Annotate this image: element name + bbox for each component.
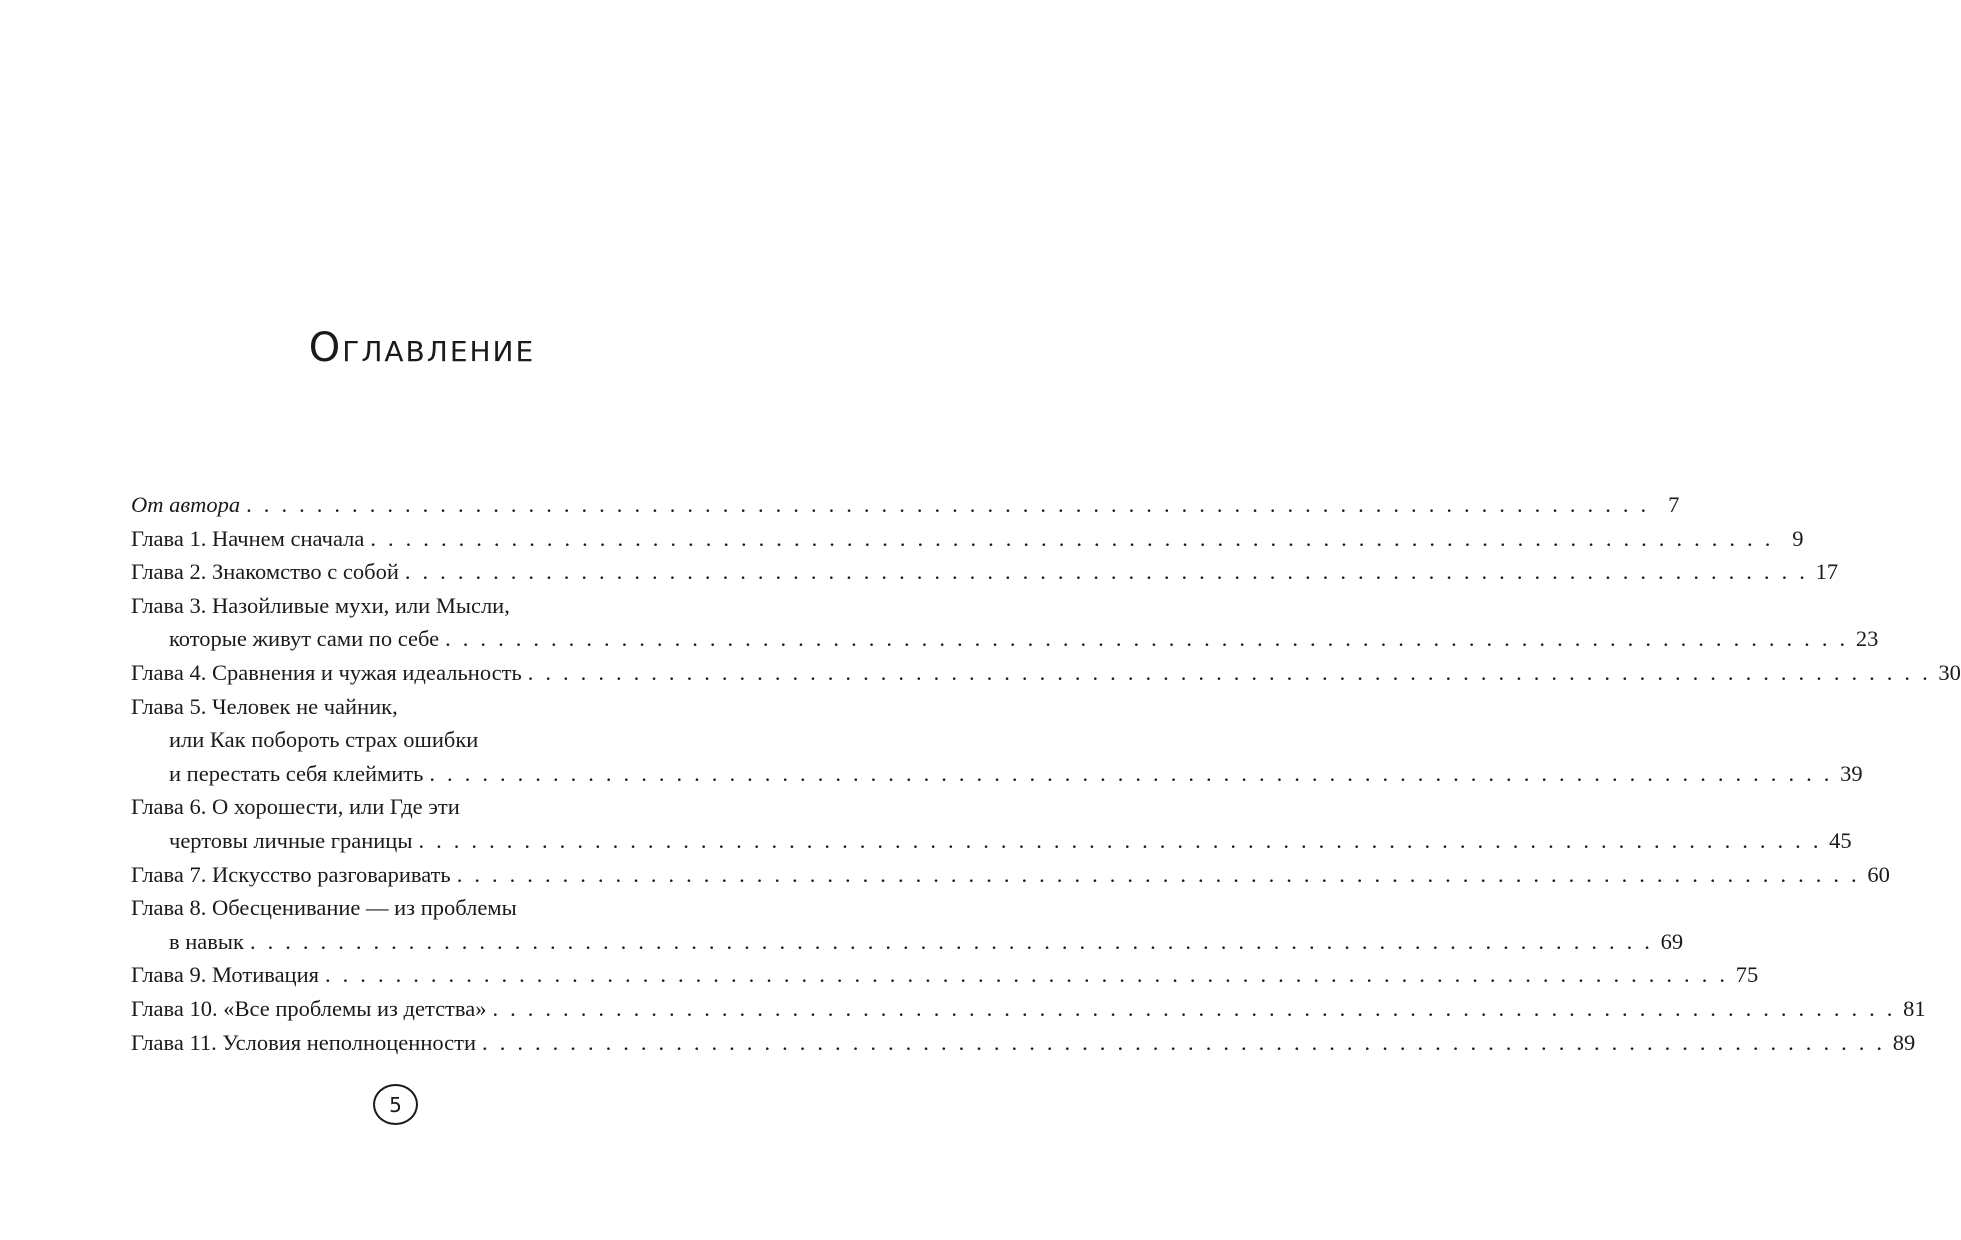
dot-leader: . . . . . . . . . . . . . . . . . . . . . . . . . . . . . . . . . . . . . . . . . . . . . . . . . . . . . . . . . . . . . . . . . . . . . . . . . . . . . . . . (492, 995, 1896, 1021)
toc-entry-title: которые живут сами по себе (169, 626, 440, 652)
toc-entry-line (131, 824, 1852, 858)
toc-entry-line (131, 1026, 1916, 1060)
toc-entry-line (131, 656, 1961, 690)
dot-leader: . . . . . . . . . . . . . . . . . . . . . . . . . . . . . . . . . . . . . . . . . . . . . . . . . . . . . . . . . . . . . . . . . . . . . . . . . . . . . . . . (325, 962, 1729, 988)
toc-entry-title: Глава 2. Знакомство с собой (131, 559, 399, 585)
toc-page-number: 60 (1867, 861, 1890, 887)
toc-entry-line (131, 757, 1863, 791)
dot-leader: . . . . . . . . . . . . . . . . . . . . . . . . . . . . . . . . . . . . . . . . . . . . . . . . . . . . . . . . . . . . . . . . . . . . . . . . . . . . . . . . (445, 626, 1849, 652)
page-number-badge (373, 1084, 418, 1125)
dot-leader: . . . . . . . . . . . . . . . . . . . . . . . . . . . . . . . . . . . . . . . . . . . . . . . . . . . . . . . . . . . . . . . . . . . . . . . . . . . . . . . . (370, 525, 1774, 551)
dot-leader: . . . . . . . . . . . . . . . . . . . . . . . . . . . . . . . . . . . . . . . . . . . . . . . . . . . . . . . . . . . . . . . . . . . . . . . . . . . . . . . . (246, 492, 1650, 517)
toc-entry-line (131, 589, 661, 623)
toc-entry-title: в навык (169, 928, 244, 954)
toc-entry-title: Глава 5. Человек не чайник, (131, 693, 398, 719)
toc-entry-title: Глава 7. Искусство разговаривать (131, 861, 451, 887)
toc-entry-title: Глава 8. Обесценивание — из проблемы (131, 895, 517, 921)
toc-entry-line (131, 522, 1804, 556)
toc-entry-line (131, 622, 1879, 656)
toc-page-number: 9 (1792, 525, 1804, 551)
toc-page-number: 7 (1668, 492, 1680, 517)
dot-leader: . . . . . . . . . . . . . . . . . . . . . . . . . . . . . . . . . . . . . . . . . . . . . . . . . . . . . . . . . . . . . . . . . . . . . . . . . . . . . . . . (418, 827, 1822, 853)
toc-page-number: 81 (1903, 995, 1926, 1021)
toc-entry-line (131, 555, 1839, 589)
toc-entry-line (131, 723, 661, 757)
page-number: 5 (389, 1092, 402, 1117)
toc-page-number: 69 (1660, 928, 1684, 954)
toc-page-number: 89 (1892, 1029, 1916, 1055)
toc-entry-title: Глава 6. О хорошести, или Где эти (131, 794, 460, 820)
toc-entry-title: и перестать себя клеймить (169, 760, 424, 786)
toc-entry-line (131, 790, 661, 824)
toc-entry-title: Глава 1. Начнем сначала (131, 525, 365, 551)
dot-leader: . . . . . . . . . . . . . . . . . . . . . . . . . . . . . . . . . . . . . . . . . . . . . . . . . . . . . . . . . . . . . . . . . . . . . . . . . . . . . . . . (456, 861, 1860, 887)
toc-entry-title: От автора (131, 492, 241, 517)
table-of-contents (131, 488, 1961, 1059)
toc-entry-title: Глава 4. Сравнения и чужая идеальность (131, 659, 522, 685)
toc-page-number: 39 (1840, 760, 1863, 786)
dot-leader: . . . . . . . . . . . . . . . . . . . . . . . . . . . . . . . . . . . . . . . . . . . . . . . . . . . . . . . . . . . . . . . . . . . . . . . . . . . . . . . . (527, 659, 1931, 685)
toc-page-number: 17 (1815, 559, 1839, 585)
toc-entry-title: чертовы личные границы (169, 827, 413, 853)
toc-entry-title: Глава 9. Мотивация (131, 962, 319, 988)
page-title: Оглавление (308, 325, 536, 371)
toc-page-number: 75 (1735, 962, 1759, 988)
toc-entry-title: или Как побороть страх ошибки (169, 727, 479, 753)
toc-page-number: 45 (1829, 827, 1852, 853)
toc-entry-title: Глава 10. «Все проблемы из детства» (131, 995, 487, 1021)
toc-page-number: 23 (1855, 626, 1879, 652)
toc-page-number: 30 (1938, 659, 1961, 685)
dot-leader: . . . . . . . . . . . . . . . . . . . . . . . . . . . . . . . . . . . . . . . . . . . . . . . . . . . . . . . . . . . . . . . . . . . . . . . . . . . . . . . . (482, 1029, 1886, 1055)
toc-entry-title: Глава 11. Условия неполноценности (131, 1029, 477, 1055)
dot-leader: . . . . . . . . . . . . . . . . . . . . . . . . . . . . . . . . . . . . . . . . . . . . . . . . . . . . . . . . . . . . . . . . . . . . . . . . . . . . . . . . (249, 928, 1654, 954)
toc-entry-line (131, 858, 1890, 892)
toc-entry-line (131, 891, 661, 925)
dot-leader: . . . . . . . . . . . . . . . . . . . . . . . . . . . . . . . . . . . . . . . . . . . . . . . . . . . . . . . . . . . . . . . . . . . . . . . . . . . . . . . . (429, 760, 1833, 786)
toc-entry-line (131, 958, 1759, 992)
toc-entry-line (131, 690, 661, 724)
toc-entry-line (131, 925, 1684, 959)
toc-entry-line (131, 992, 1926, 1026)
toc-entry-title: Глава 3. Назойливые мухи, или Мысли, (131, 592, 510, 618)
dot-leader: . . . . . . . . . . . . . . . . . . . . . . . . . . . . . . . . . . . . . . . . . . . . . . . . . . . . . . . . . . . . . . . . . . . . . . . . . . . . . . . . (404, 559, 1809, 585)
toc-entry-line (131, 488, 1680, 522)
